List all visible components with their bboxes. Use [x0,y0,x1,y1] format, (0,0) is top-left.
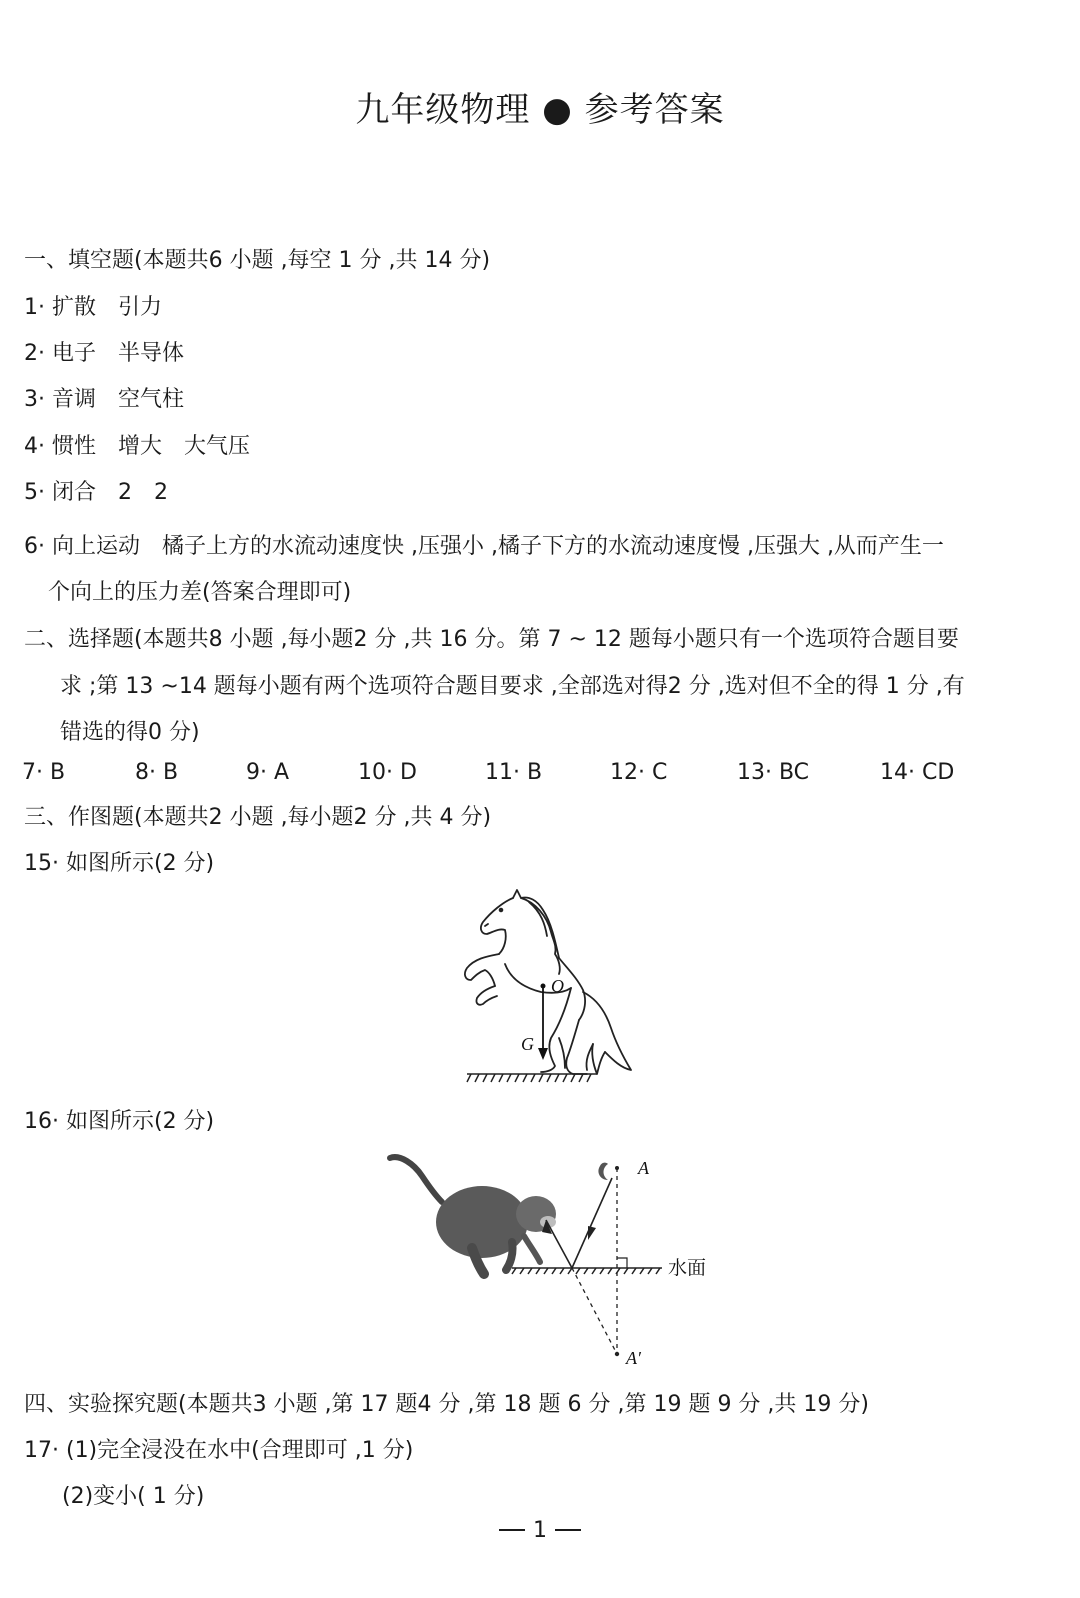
page-title: 九年级物理 ● 参考答案 [355,90,725,130]
answer-q2: 2· 电子 半导体 [24,341,184,366]
water-surface-line [512,1268,662,1274]
object-label: A [638,1158,649,1178]
answer-q1: 1· 扩散 引力 [24,295,162,320]
virtual-ray-line [572,1268,617,1354]
incident-ray-arrow [588,1226,596,1240]
answer-q16: 16· 如图所示(2 分) [24,1109,215,1134]
right-angle-mark [617,1258,627,1268]
gravity-arrow [538,984,548,1061]
section1-heading: 一、填空题(本题共6 小题 ,每空 1 分 ,共 14 分) [24,248,491,273]
section2-heading-line1: 二、选择题(本题共8 小题 ,每小题2 分 ,共 16 分。第 7 ~ 12 题每小题只有一个选项符合题目要 [24,627,959,652]
page-number [0,1518,1080,1543]
answer-q15: 15· 如图所示(2 分) [24,851,215,876]
section2-heading-line2: 求 ;第 13 ~14 题每小题有两个选项符合题目要求 ,全部选对得2 分 ,选对但不全的得 1 分 ,有 [60,674,965,699]
choice-answer-14: 14· CD [880,760,955,785]
answer-q6-line1: 6· 向上运动 橘子上方的水流动速度快 ,压强小 ,橘子下方的水流动速度慢 ,压强大 ,从而产生一 [24,534,944,559]
answer-q17-part2: (2)变小( 1 分) [62,1484,205,1509]
image-point [615,1352,619,1356]
choice-answer-11: 11· B [485,760,543,785]
choice-answer-7: 7· B [22,760,66,785]
horse-illustration [465,890,631,1074]
image-label: A′ [626,1348,641,1368]
ground-line [467,1074,597,1082]
gravity-label: G [521,1034,534,1054]
reflected-ray [546,1220,572,1268]
page-number-value: 1 [533,1518,547,1543]
choice-answer-13: 13· BC [737,760,810,785]
answer-q17-part1: 17· (1)完全浸没在水中(合理即可 ,1 分) [24,1438,414,1463]
choice-answer-12: 12· C [610,760,668,785]
water-surface-label: 水面 [668,1257,707,1279]
monkey-reflection-figure [380,1150,720,1370]
choice-answer-8: 8· B [135,760,179,785]
incident-ray [572,1178,612,1268]
answer-q3: 3· 音调 空气柱 [24,387,184,412]
section2-heading-line3: 错选的得0 分) [60,720,200,745]
answer-q6-line2: 个向上的压力差(答案合理即可) [48,580,352,605]
answer-q4: 4· 惯性 增大 大气压 [24,434,250,459]
choice-answer-9: 9· A [246,760,290,785]
section3-heading: 三、作图题(本题共2 小题 ,每小题2 分 ,共 4 分) [24,805,492,830]
choice-answer-10: 10· D [358,760,417,785]
section4-heading: 四、实验探究题(本题共3 小题 ,第 17 题4 分 ,第 18 题 6 分 ,第 19 题 9 分 ,共 19 分) [24,1392,869,1417]
answer-q5: 5· 闭合 2 2 [24,480,168,505]
moon-object [598,1163,619,1180]
monkey-illustration [390,1157,556,1274]
center-of-gravity-label: O [551,976,564,996]
horse-gravity-figure [455,888,645,1088]
